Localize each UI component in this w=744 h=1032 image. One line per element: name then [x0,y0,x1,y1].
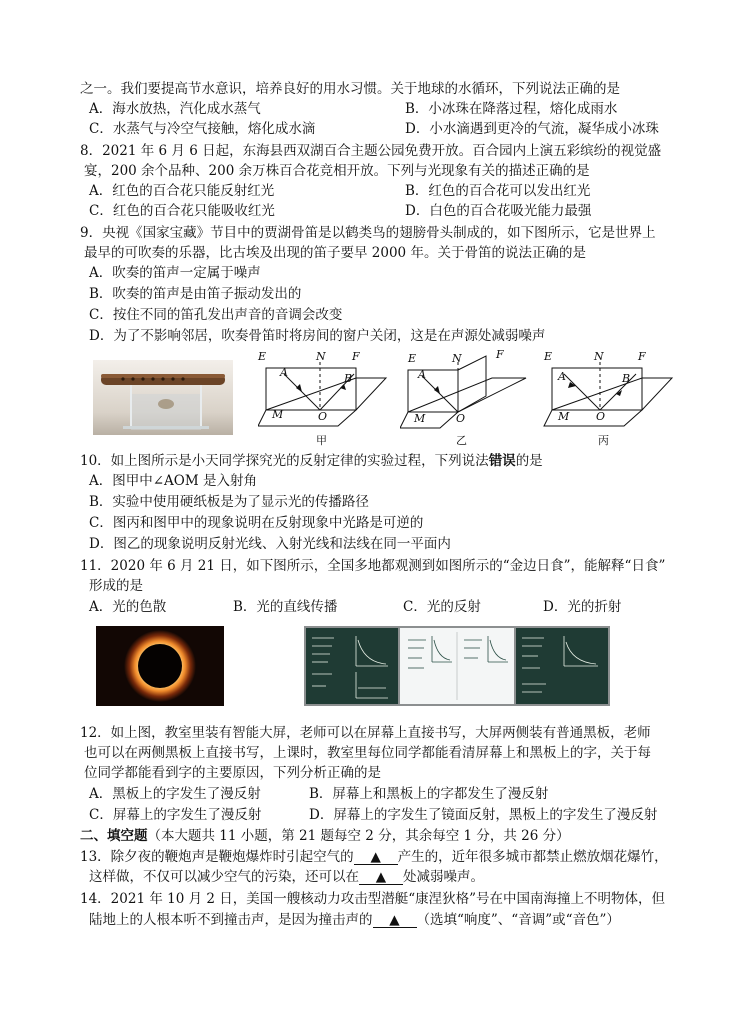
caption-jia: 甲 [316,434,327,447]
q9-option-b: B．吹奏的笛声是由笛子振动发出的 [89,286,302,302]
q13-text-pre: 13．除夕夜的鞭炮声是鞭炮爆炸时引起空气的 [80,849,354,865]
q12-option-a: A．黑板上的字发生了漫反射 [89,786,261,802]
figure-bing [540,348,674,444]
q10-stem-pre: 10．如上图所示是小天同学探究光的反射定律的实验过程，下列说法 [80,453,489,469]
q9-stem-line2: 最早的可吹奏的乐器，比古埃及出现的笛子要早 2000 年。关于骨笛的说法正确的是 [84,245,586,261]
q14-text-post: （选填“响度”、“音调”或“音色”） [416,912,620,928]
q13-line1 [80,848,668,866]
q11-option-b: B．光的直线传播 [233,599,338,615]
label-f: F [638,350,646,363]
q13-text-post: 产生的，近年很多城市都禁止燃放烟花爆竹， [397,849,668,865]
q8-option-b: B．红色的百合花可以发出红光 [405,183,591,199]
q8-stem-line2: 宴，200 余个品种、200 余万株百合花竞相开放。下列与光现象有关的描述正确的是 [84,163,590,179]
label-n: N [452,352,462,365]
q11-option-d: D．光的折射 [543,599,622,615]
solar-eclipse-photo [96,626,224,706]
label-o: O [318,410,328,423]
label-o: O [596,410,606,423]
q7-stem: 之一。我们要提高节水意识，培养良好的用水习惯。关于地球的水循环，下列说法正确的是 [80,81,620,97]
q12-stem-line1: 12．如上图，教室里装有智能大屏，老师可以在屏幕上直接书写，大屏两侧装有普通黑板，老师 [80,725,651,741]
label-e: E [544,350,553,363]
q8-option-d: D．白色的百合花吸光能力最强 [405,203,592,219]
q8-option-c: C．红色的百合花只能吸收红光 [89,203,275,219]
q12-option-d: D．屏幕上的字发生了镜面反射，黑板上的字发生了漫反射 [309,807,658,823]
classroom-screen-photo [304,626,610,706]
left-blackboard [306,628,398,704]
caption-bing: 丙 [598,434,609,447]
label-a: A [418,368,426,381]
label-f: F [352,350,360,363]
q8-option-a: A．红色的百合花只能反射红光 [89,183,275,199]
q10-option-c: C．图丙和图甲中的现象说明在反射现象中光路是可逆的 [89,515,424,531]
smart-screen [400,628,514,704]
section-2-title: 二、填空题 [80,828,148,844]
label-a: A [280,366,288,379]
q9-option-c: C．按住不同的笛孔发出声音的音调会改变 [89,307,343,323]
q13-text2-post: 处减弱噪声。 [403,869,484,885]
figure-jia [258,348,390,444]
q9-option-d: D．为了不影响邻居，吹奏骨笛时将房间的窗户关闭，这是在声源处减弱噪声 [89,328,546,344]
q14-line2 [89,911,620,929]
figure-yi [400,348,530,444]
q10-option-d: D．图乙的现象说明反射光线、入射光线和法线在同一平面内 [89,536,451,552]
q7-option-d: D．小水滴遇到更冷的气流，凝华成小冰珠 [405,121,659,137]
right-blackboard [516,628,608,704]
q11-stem-line2: 形成的是 [89,578,143,594]
label-n: N [594,350,604,363]
q12-option-b: B．屏幕上和黑板上的字都发生了漫反射 [309,786,549,802]
q10-option-a: A．图甲中∠AOM 是入射角 [89,473,257,489]
label-b: B [344,372,353,385]
label-m: M [272,408,284,421]
q13-line2 [89,868,484,886]
q12-option-c: C．屏幕上的字发生了漫反射 [89,807,262,823]
label-e: E [408,352,417,365]
label-n: N [316,350,326,363]
q13-blank-1[interactable]: ▲ [354,850,398,865]
label-b: B [622,372,631,385]
label-o: O [456,412,466,425]
label-e: E [258,350,267,363]
label-m: M [558,410,570,423]
caption-yi: 乙 [456,434,467,447]
q11-option-a: A．光的色散 [89,599,167,615]
section-2-heading [80,827,570,845]
q14-line1: 14．2021 年 10 月 2 日，美国一艘核动力攻击型潜艇“康涅狄格”号在中国南海撞上不明物体，但 [80,891,666,907]
q10-stem [80,452,543,470]
q7-option-b: B．小冰珠在降落过程，熔化成雨水 [405,101,618,117]
q7-option-c: C．水蒸气与冷空气接触，熔化成水滴 [89,121,316,137]
q14-text-pre: 陆地上的人根本听不到撞击声，是因为撞击声的 [89,912,373,928]
q10-option-b: B．实验中使用硬纸板是为了显示光的传播路径 [89,494,369,510]
q11-stem-line1: 11．2020 年 6 月 21 日，如下图所示，全国多地都观测到如图所示的“金边日食”，能解释“日食” [80,558,666,574]
label-a: A [558,370,566,383]
q13-blank-2[interactable]: ▲ [359,870,403,885]
q8-stem-line1: 8．2021 年 6 月 6 日起，东海县西双湖百合主题公园免费开放。百合园内上演五彩缤纷的视觉盛 [80,143,662,159]
q10-stem-bold: 错误 [488,453,516,469]
q12-stem-line2: 也可以在两侧黑板上直接书写，上课时，教室里每位同学都能看清屏幕上和黑板上的字，关于每 [84,745,651,761]
q14-blank[interactable]: ▲ [373,913,417,928]
bone-flute-photo [93,360,233,435]
q9-stem-line1: 9．央视《国家宝藏》节目中的贾湖骨笛是以鹤类鸟的翅膀骨头制成的，如下图所示，它是世界上 [80,225,656,241]
q13-text2-pre: 这样做，不仅可以减少空气的污染，还可以在 [89,869,359,885]
q7-option-a: A．海水放热，汽化成水蒸气 [89,101,261,117]
label-m: M [414,412,426,425]
label-f: F [496,348,504,361]
section-2-note: （本大题共 11 小题，第 21 题每空 2 分，其余每空 1 分，共 26 分） [147,828,570,844]
q10-stem-post: 的是 [515,453,543,469]
q12-stem-line3: 位同学都能看到字的主要原因，下列分析正确的是 [84,765,381,781]
q9-option-a: A．吹奏的笛声一定属于噪声 [89,265,261,281]
q11-option-c: C．光的反射 [403,599,481,615]
